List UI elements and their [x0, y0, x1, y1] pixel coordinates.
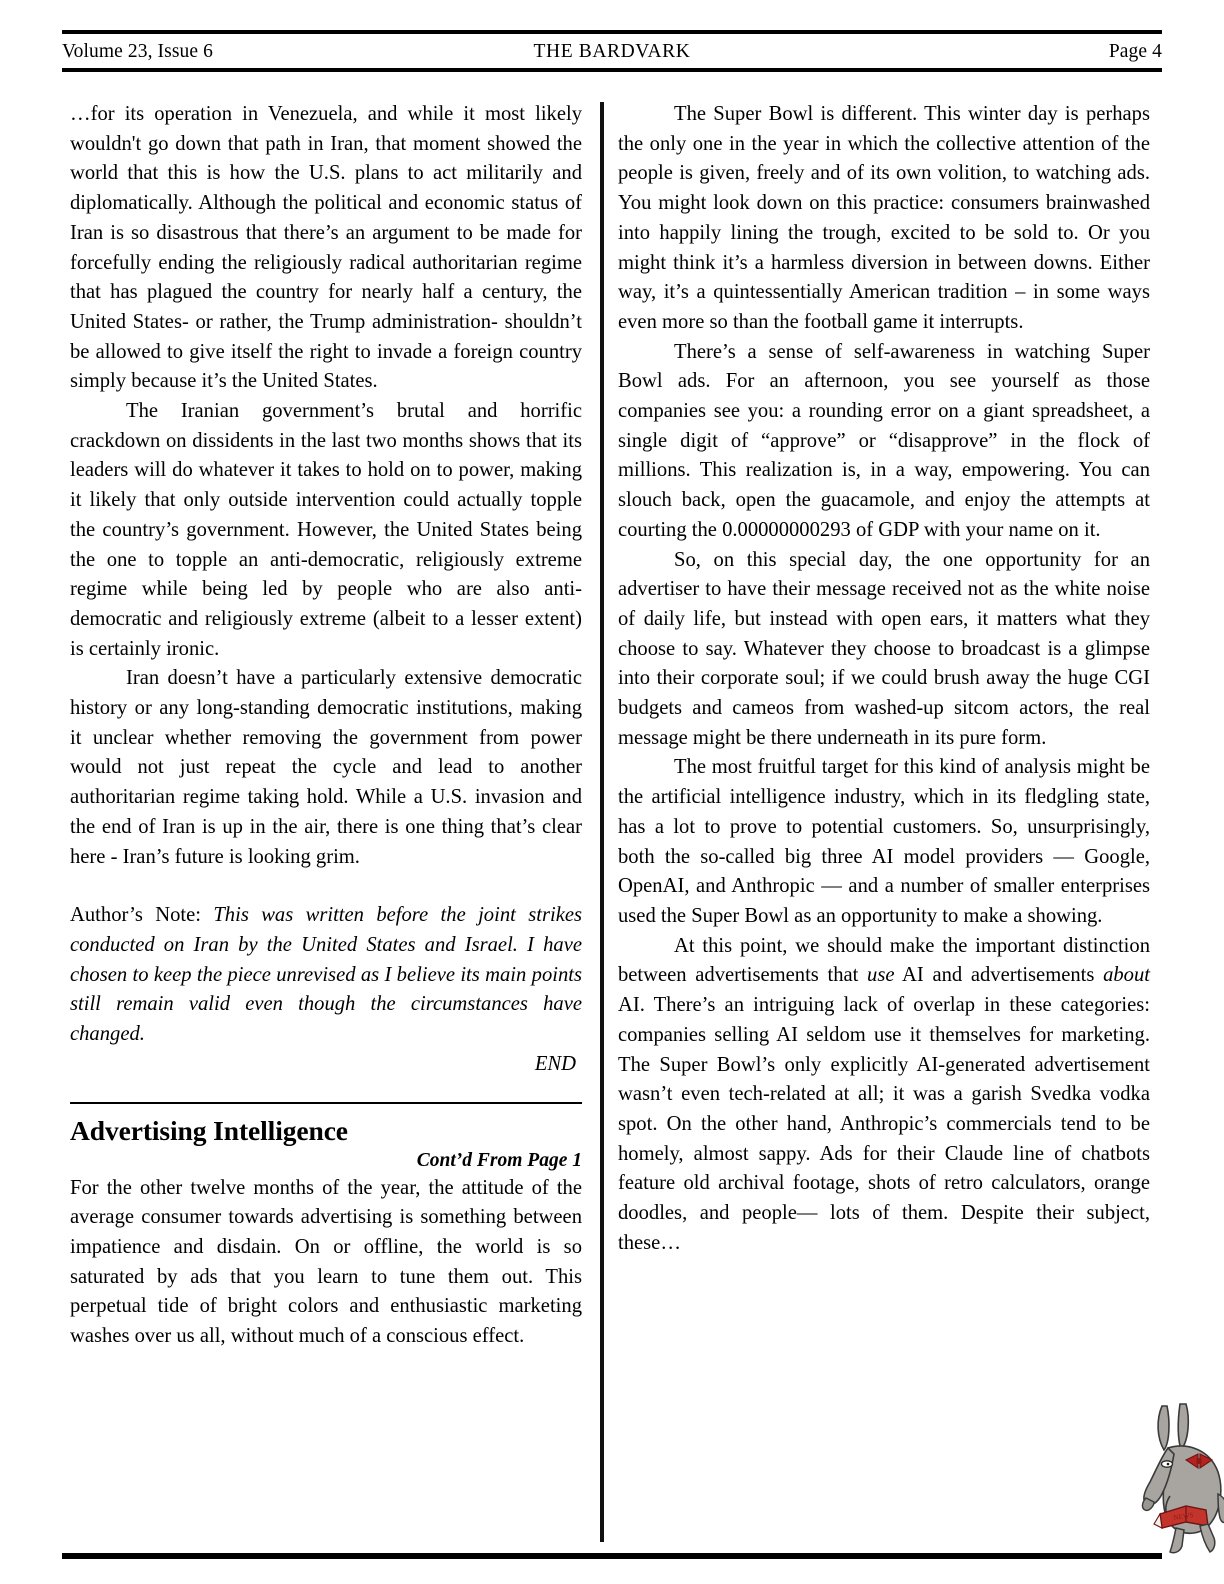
- svg-text:NEWS: NEWS: [1173, 1510, 1194, 1522]
- article-paragraph: There’s a sense of self-awareness in watching Super Bowl ads. For an afternoon, you see yourself as those companies see you: a rounding error on a giant spreadsheet, a single digit of “approve” or “disapprove” in the flock of millions. This realization is, in a way, empowering. You can slouch back, open the guacamole, and enjoy the attempts at courting the 0.00000000293 of GDP with your name on it.: [618, 340, 1150, 541]
- article-paragraph-final: [618, 932, 1150, 1259]
- volume-issue-label: Volume 23, Issue 6: [62, 40, 213, 62]
- authors-note: [70, 901, 582, 1050]
- end-marker: END: [534, 1052, 576, 1075]
- page-number-label: Page 4: [1108, 40, 1162, 62]
- authors-note-label: Author’s Note:: [70, 904, 201, 927]
- final-paragraph-part3: AI. There’s an intriguing lack of overlap in these categories: companies selling AI seldom use it themselves for marketing. The Super Bowl’s only explicitly AI-generated advertisement wasn’t even tech-related at all; it was a garish Svedka vodka spot. On the other hand, Anthropic’s commercials tend to be homely, almost sappy. Ads for their Claude line of chatbots feature old archival footage, shots of retro calculators, orange doodles, and people— lots of them. Despite their subject, these…: [618, 994, 1150, 1254]
- left-column: [70, 100, 582, 1352]
- emphasis-about: about: [1103, 964, 1150, 987]
- article-paragraph: So, on this special day, the one opportunity for an advertiser to have their message received not as the white noise of daily life, but instead with open ears, it matters what they choose to say. Whatever they choose to broadcast is a glimpse into their corporate soul; if we could brush away the huge CGI budgets and cameos from washed-up sitcom actors, the real message might be there underneath in its pure form.: [618, 548, 1150, 749]
- column-divider: [600, 102, 604, 1542]
- masthead-rule-top: [62, 30, 1162, 34]
- article-paragraph: The Iranian government’s brutal and horrific crackdown on dissidents in the last two months shows that its leaders will do whatever it takes to hold on to power, making it likely that only outside intervention could actually topple the country’s government. However, the United States being the one to topple an anti-democratic, religiously extreme regime while being led by people who are also anti-democratic and religiously extreme (albeit to a lesser extent) is certainly ironic.: [70, 400, 582, 660]
- continued-from-note: Cont’d From Page 1: [416, 1149, 582, 1171]
- article-paragraph: For the other twelve months of the year, the attitude of the average consumer towards advertising is something between impatience and disdain. On or offline, the world is so saturated by ads that you learn to tune them out. This perpetual tide of bright colors and enthusiastic marketing washes over us all, without much of a conscious effect.: [70, 1176, 582, 1348]
- article-paragraph: Iran doesn’t have a particularly extensive democratic history or any long-standing democratic institutions, making it unclear whether removing the government from power would not just repeat the cycle and lead to another authoritarian regime taking hold. While a U.S. invasion and the end of Iran is up in the air, there is one thing that’s clear here - Iran’s future is looking grim.: [70, 667, 582, 868]
- emphasis-use: use: [867, 964, 895, 987]
- section-headline: Advertising Intelligence: [70, 1114, 348, 1146]
- authors-note-text: This was written before the joint strikes conducted on Iran by the United States and Israel. I have chosen to keep the piece unrevised as I believe its main points still remain valid even though the circumstances have changed.: [70, 904, 582, 1046]
- section-separator-rule: [70, 1102, 582, 1104]
- article-paragraph: The most fruitful target for this kind of analysis might be the artificial intelligence industry, which in its fledgling state, has a lot to prove to potential customers. So, unsurprisingly, both the so-called big three AI model providers — Google, OpenAI, and Anthropic — and a number of smaller enterprises used the Super Bowl as an opportunity to make a showing.: [618, 756, 1150, 927]
- article-paragraph: …for its operation in Venezuela, and while it most likely wouldn't go down that path in Iran, that moment showed the world that this is how the U.S. plans to act militarily and diplomatically. Although the political and economic status of Iran is so disastrous that there’s an argument to be made for forcefully ending the religiously radical authoritarian regime that has plagued the country for nearly half a century, the United States- or rather, the Trump administration- shouldn’t be allowed to give itself the right to invade a foreign country simply because it’s the United States.: [70, 103, 582, 393]
- masthead-row: [62, 35, 1162, 68]
- masthead: [62, 30, 1162, 72]
- article-paragraph: The Super Bowl is different. This winter day is perhaps the only one in the year in which the collective attention of the people is given, freely and of its own volition, to watching ads. You might look down on this practice: consumers brainwashed into happily lining the trough, excited to be sold to. Or you might think it’s a harmless diversion in between downs. Either way, it’s a quintessentially American tradition – in some ways even more so than the football game it interrupts.: [618, 103, 1150, 333]
- final-paragraph-part1: At this point, we should make the important distinction between advertisements that: [618, 934, 1150, 987]
- final-paragraph-part2: AI and advertisements: [894, 964, 1104, 987]
- page-bottom-rule: [62, 1553, 1162, 1559]
- masthead-rule-bottom: [62, 68, 1162, 72]
- publication-title: THE BARDVARK: [533, 40, 691, 62]
- aardvark-mascot-icon: [1134, 1398, 1224, 1558]
- right-column: [618, 100, 1150, 1258]
